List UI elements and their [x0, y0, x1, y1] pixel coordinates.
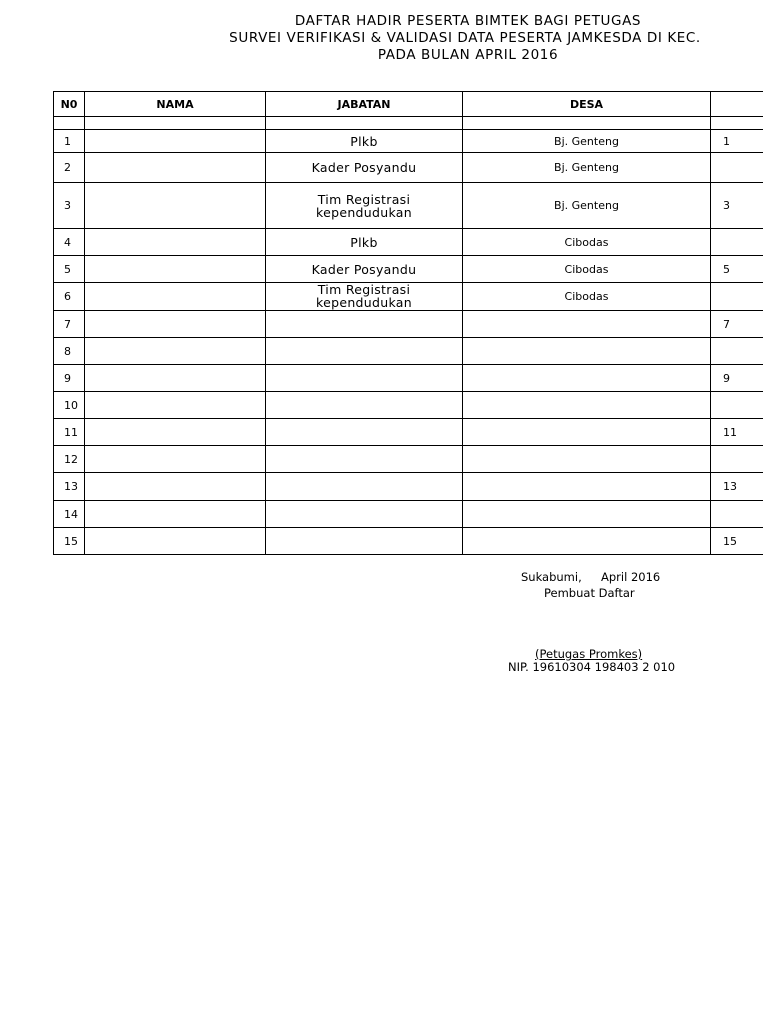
row-number: 2: [54, 153, 85, 183]
table-row: [54, 501, 764, 528]
table-row: [54, 183, 764, 229]
spacer-cell: [711, 117, 764, 130]
row-number: 15: [54, 528, 85, 555]
row-signature-number: [711, 338, 764, 365]
row-signature-number: 3: [711, 183, 764, 229]
row-jabatan: Tim Registrasi kependudukan: [266, 283, 463, 311]
row-nama: [85, 283, 266, 311]
column-header-desa: DESA: [463, 92, 711, 117]
table-row: [54, 256, 764, 283]
row-nama: [85, 392, 266, 419]
row-jabatan: Kader Posyandu: [266, 153, 463, 183]
table-row: [54, 311, 764, 338]
row-nama: [85, 183, 266, 229]
attendance-table: [53, 91, 763, 555]
spacer-cell: [85, 117, 266, 130]
row-number: 12: [54, 446, 85, 473]
row-nama: [85, 419, 266, 446]
table-row: [54, 338, 764, 365]
row-signature-number: [711, 153, 764, 183]
table-row: [54, 229, 764, 256]
row-number: 14: [54, 501, 85, 528]
row-jabatan: [266, 311, 463, 338]
row-signature-number: [711, 501, 764, 528]
row-jabatan: Kader Posyandu: [266, 256, 463, 283]
row-number: 7: [54, 311, 85, 338]
row-number: 4: [54, 229, 85, 256]
title-line-3: PADA BULAN APRIL 2016: [377, 47, 559, 63]
row-desa: [463, 392, 711, 419]
row-nama: [85, 311, 266, 338]
signature-date: April 2016: [601, 570, 661, 584]
row-jabatan: Plkb: [266, 229, 463, 256]
signer-name: (Petugas Promkes): [535, 647, 643, 661]
row-desa: [463, 446, 711, 473]
row-jabatan: Plkb: [266, 130, 463, 153]
row-nama: [85, 501, 266, 528]
table-header-row: [54, 92, 764, 117]
row-jabatan: [266, 338, 463, 365]
row-desa: [463, 473, 711, 501]
row-signature-number: [711, 283, 764, 311]
row-nama: [85, 446, 266, 473]
row-signature-number: 5: [711, 256, 764, 283]
row-desa: Bj. Genteng: [463, 153, 711, 183]
row-number: 1: [54, 130, 85, 153]
row-desa: Cibodas: [463, 283, 711, 311]
signature-role: Pembuat Daftar: [544, 586, 635, 600]
row-number: 5: [54, 256, 85, 283]
row-signature-number: 13: [711, 473, 764, 501]
row-jabatan: [266, 528, 463, 555]
title-line-2: SURVEI VERIFIKASI & VALIDASI DATA PESERTA JAMKESDA DI KEC.: [229, 30, 701, 46]
row-nama: [85, 365, 266, 392]
column-header-nama: NAMA: [85, 92, 266, 117]
row-desa: Cibodas: [463, 256, 711, 283]
row-signature-number: [711, 392, 764, 419]
row-desa: [463, 419, 711, 446]
row-nama: [85, 528, 266, 555]
row-desa: [463, 338, 711, 365]
row-jabatan: [266, 419, 463, 446]
row-jabatan: [266, 501, 463, 528]
row-number: 6: [54, 283, 85, 311]
spacer-cell: [463, 117, 711, 130]
row-desa: [463, 365, 711, 392]
table-row: [54, 473, 764, 501]
signer-nip: NIP. 19610304 198403 2 010: [508, 660, 676, 674]
row-desa: [463, 501, 711, 528]
row-number: 8: [54, 338, 85, 365]
row-number: 10: [54, 392, 85, 419]
column-header-jabatan: JABATAN: [266, 92, 463, 117]
row-nama: [85, 130, 266, 153]
table-row: [54, 419, 764, 446]
row-nama: [85, 473, 266, 501]
column-header-no: N0: [54, 92, 85, 117]
title-line-1: DAFTAR HADIR PESERTA BIMTEK BAGI PETUGAS: [294, 13, 642, 29]
row-jabatan: [266, 365, 463, 392]
row-signature-number: 11: [711, 419, 764, 446]
row-nama: [85, 153, 266, 183]
spacer-row: [54, 117, 764, 130]
table-row: [54, 528, 764, 555]
table-row: [54, 365, 764, 392]
table-row: [54, 392, 764, 419]
row-jabatan: [266, 446, 463, 473]
row-signature-number: 1: [711, 130, 764, 153]
table-row: [54, 283, 764, 311]
table-body: [54, 117, 764, 555]
row-signature-number: [711, 229, 764, 256]
row-number: 13: [54, 473, 85, 501]
row-desa: [463, 528, 711, 555]
row-signature-number: [711, 446, 764, 473]
row-desa: Bj. Genteng: [463, 183, 711, 229]
table-row: [54, 153, 764, 183]
row-desa: Bj. Genteng: [463, 130, 711, 153]
row-nama: [85, 229, 266, 256]
row-nama: [85, 256, 266, 283]
row-signature-number: 9: [711, 365, 764, 392]
spacer-cell: [266, 117, 463, 130]
row-number: 11: [54, 419, 85, 446]
row-number: 3: [54, 183, 85, 229]
table-row: [54, 130, 764, 153]
row-jabatan: [266, 473, 463, 501]
row-desa: [463, 311, 711, 338]
document-title: [150, 13, 768, 64]
row-number: 9: [54, 365, 85, 392]
signature-place: Sukabumi,: [521, 570, 582, 584]
column-header-signature: [711, 92, 764, 117]
row-signature-number: 15: [711, 528, 764, 555]
row-jabatan: [266, 392, 463, 419]
row-desa: Cibodas: [463, 229, 711, 256]
spacer-cell: [54, 117, 85, 130]
row-signature-number: 7: [711, 311, 764, 338]
row-nama: [85, 338, 266, 365]
row-jabatan: Tim Registrasi kependudukan: [266, 183, 463, 229]
table-row: [54, 446, 764, 473]
